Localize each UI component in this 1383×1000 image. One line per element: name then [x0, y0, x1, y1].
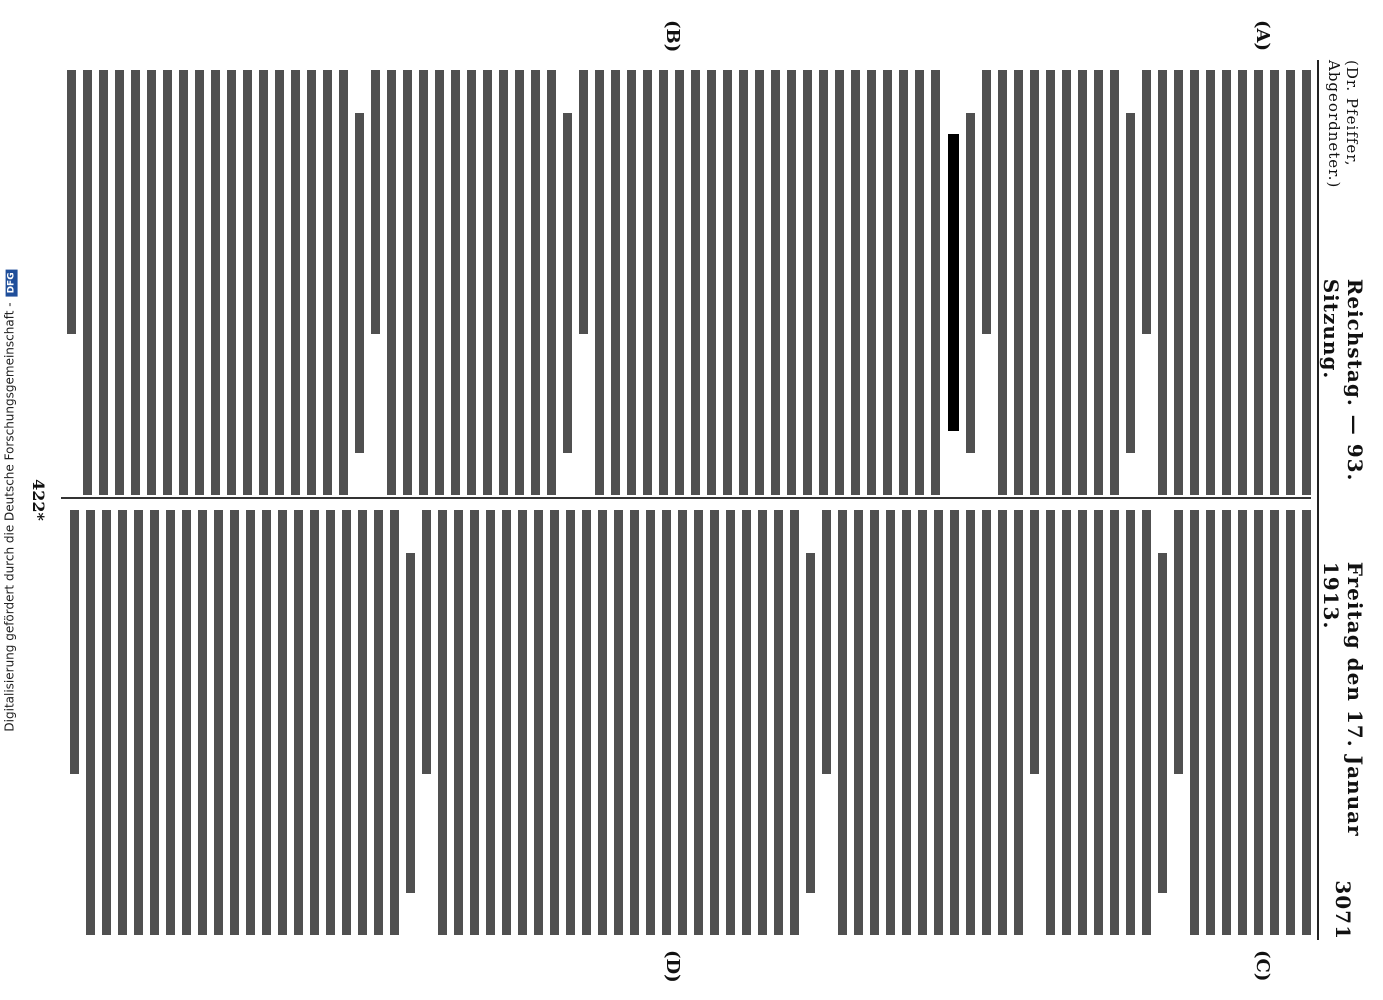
- session-date: Freitag den 17. Januar 1913.: [1319, 561, 1367, 837]
- text-line: [1030, 70, 1039, 495]
- text-line: [99, 70, 108, 495]
- text-line: [214, 510, 223, 935]
- text-line: [1254, 70, 1263, 495]
- text-line: [518, 510, 527, 935]
- session-title: Reichstag. — 93. Sitzung.: [1319, 278, 1367, 482]
- text-line: [1126, 113, 1135, 453]
- header-rule: [1317, 60, 1319, 940]
- text-line: [227, 70, 236, 495]
- text-line: [739, 70, 748, 495]
- text-line: [982, 70, 991, 334]
- text-line: [147, 70, 156, 495]
- text-line: [1254, 510, 1263, 935]
- text-line: [1174, 70, 1183, 495]
- text-line: [323, 70, 332, 495]
- text-line: [566, 510, 575, 935]
- sidebar-caption: Digitalisierung gefördert durch die Deutsche Forschungsgemeinschaft -: [2, 301, 17, 732]
- text-line: [966, 510, 975, 935]
- text-line: [499, 70, 508, 495]
- text-line: [675, 70, 684, 495]
- text-line: [438, 510, 447, 935]
- text-line: [854, 510, 863, 935]
- text-line: [934, 510, 943, 935]
- text-line: [1222, 510, 1231, 935]
- column-divider: [61, 497, 1311, 499]
- speaker-note: (Dr. Pfeiffer, Abgeordneter.): [1325, 60, 1361, 189]
- text-line: [70, 510, 79, 774]
- text-line: [211, 70, 220, 495]
- text-line: [659, 70, 668, 495]
- text-line: [886, 510, 895, 935]
- text-line: [851, 70, 860, 495]
- text-line: [582, 510, 591, 935]
- text-line: [534, 510, 543, 935]
- text-line: [278, 510, 287, 935]
- text-line: [614, 510, 623, 935]
- text-line: [390, 510, 399, 935]
- text-line: [822, 510, 831, 774]
- text-line: [966, 113, 975, 453]
- text-line: [1094, 510, 1103, 935]
- text-line: [918, 510, 927, 935]
- text-line: [774, 510, 783, 935]
- text-line: [435, 70, 444, 495]
- text-line: [262, 510, 271, 935]
- text-line: [915, 70, 924, 495]
- text-line: [483, 70, 492, 495]
- margin-marker-a: (A): [1252, 20, 1273, 51]
- text-line: [547, 70, 556, 495]
- text-line: [467, 70, 476, 495]
- text-line: [998, 70, 1007, 495]
- text-line: [1270, 510, 1279, 935]
- text-line: [502, 510, 511, 935]
- text-line: [1302, 510, 1311, 935]
- text-line: [195, 70, 204, 495]
- text-line: [1206, 510, 1215, 935]
- text-line: [595, 70, 604, 495]
- text-line: [742, 510, 751, 935]
- text-line: [1222, 70, 1231, 495]
- text-line: [982, 510, 991, 935]
- text-line: [134, 510, 143, 935]
- text-line: [1078, 510, 1087, 935]
- margin-marker-d: (D): [662, 950, 683, 983]
- text-line: [710, 510, 719, 935]
- text-line: [835, 70, 844, 495]
- text-line: [118, 510, 127, 935]
- text-line: [1062, 70, 1071, 495]
- text-line: [579, 70, 588, 334]
- text-line: [707, 70, 716, 495]
- text-line: [1286, 510, 1295, 935]
- text-line: [422, 510, 431, 774]
- text-line: [611, 70, 620, 495]
- text-line: [179, 70, 188, 495]
- text-line: [1206, 70, 1215, 495]
- text-line: [838, 510, 847, 935]
- text-line: [1286, 70, 1295, 495]
- text-line: [1158, 553, 1167, 893]
- text-line: [931, 70, 940, 495]
- text-line: [1062, 510, 1071, 935]
- text-line: [1110, 510, 1119, 935]
- text-line: [1158, 70, 1167, 495]
- text-line: [867, 70, 876, 495]
- text-line: [275, 70, 284, 495]
- text-line: [406, 553, 415, 893]
- text-line: [86, 510, 95, 935]
- text-line: [787, 70, 796, 495]
- text-line: [102, 510, 111, 935]
- text-line: [1110, 70, 1119, 495]
- text-line: [150, 510, 159, 935]
- text-line: [163, 70, 172, 495]
- text-line: [355, 113, 364, 453]
- text-line: [758, 510, 767, 935]
- right-column: [60, 510, 1311, 935]
- text-line: [678, 510, 687, 935]
- text-line: [806, 553, 815, 893]
- text-line: [531, 70, 540, 495]
- text-line: [1238, 510, 1247, 935]
- text-line: [198, 510, 207, 935]
- text-line: [726, 510, 735, 935]
- text-line: [1046, 510, 1055, 935]
- page-number: 3071: [1331, 880, 1355, 940]
- text-line: [1094, 70, 1103, 495]
- text-line: [182, 510, 191, 935]
- text-line: [1126, 510, 1135, 935]
- text-line: [243, 70, 252, 495]
- text-line: [870, 510, 879, 935]
- text-line: [950, 510, 959, 935]
- text-line: [67, 70, 76, 334]
- text-line: [755, 70, 764, 495]
- text-line: [1014, 70, 1023, 495]
- text-line: [83, 70, 92, 495]
- text-line: [371, 70, 380, 334]
- text-line: [403, 70, 412, 495]
- text-line: [310, 510, 319, 935]
- text-line: [1174, 510, 1183, 774]
- text-line: [1030, 510, 1039, 774]
- text-line: [470, 510, 479, 935]
- margin-marker-c: (C): [1252, 950, 1273, 982]
- margin-marker-b: (B): [662, 20, 683, 53]
- text-line: [1142, 510, 1151, 935]
- text-line: [339, 70, 348, 495]
- text-line: [1302, 70, 1311, 495]
- text-line: [662, 510, 671, 935]
- text-line: [899, 70, 908, 495]
- text-line: [550, 510, 559, 935]
- dfg-logo-icon: DFG: [6, 269, 18, 296]
- text-line: [646, 510, 655, 935]
- text-line: [630, 510, 639, 935]
- text-line: [166, 510, 175, 935]
- text-line: [563, 113, 572, 453]
- text-line: [387, 70, 396, 495]
- left-column: [60, 70, 1311, 495]
- text-line: [643, 70, 652, 495]
- text-line: [230, 510, 239, 935]
- text-line: [1046, 70, 1055, 495]
- text-line: [115, 70, 124, 495]
- text-line: [419, 70, 428, 495]
- text-line: [131, 70, 140, 495]
- text-line: [723, 70, 732, 495]
- text-line: [307, 70, 316, 495]
- text-line: [1014, 510, 1023, 935]
- text-line: [1078, 70, 1087, 495]
- text-line: [259, 70, 268, 495]
- text-line: [902, 510, 911, 935]
- text-line: [1270, 70, 1279, 495]
- text-line: [454, 510, 463, 935]
- text-line: [1142, 70, 1151, 334]
- text-line: [771, 70, 780, 495]
- text-line: [342, 510, 351, 935]
- sheet-mark: 422*: [29, 479, 48, 521]
- text-line: [451, 70, 460, 495]
- text-line: [790, 510, 799, 935]
- text-line: [326, 510, 335, 935]
- text-line: [515, 70, 524, 495]
- text-line: [358, 510, 367, 935]
- text-line: [486, 510, 495, 935]
- text-line: [883, 70, 892, 495]
- text-line: [598, 510, 607, 935]
- text-line: [998, 510, 1007, 935]
- text-line: [627, 70, 636, 495]
- text-line: [1238, 70, 1247, 495]
- page-header: [1319, 60, 1367, 940]
- text-line: [803, 70, 812, 495]
- text-line: [291, 70, 300, 495]
- text-line: [1190, 510, 1199, 935]
- text-line: [948, 134, 959, 432]
- text-line: [691, 70, 700, 495]
- text-line: [1190, 70, 1199, 495]
- text-line: [819, 70, 828, 495]
- text-line: [246, 510, 255, 935]
- text-line: [294, 510, 303, 935]
- text-line: [694, 510, 703, 935]
- text-line: [374, 510, 383, 935]
